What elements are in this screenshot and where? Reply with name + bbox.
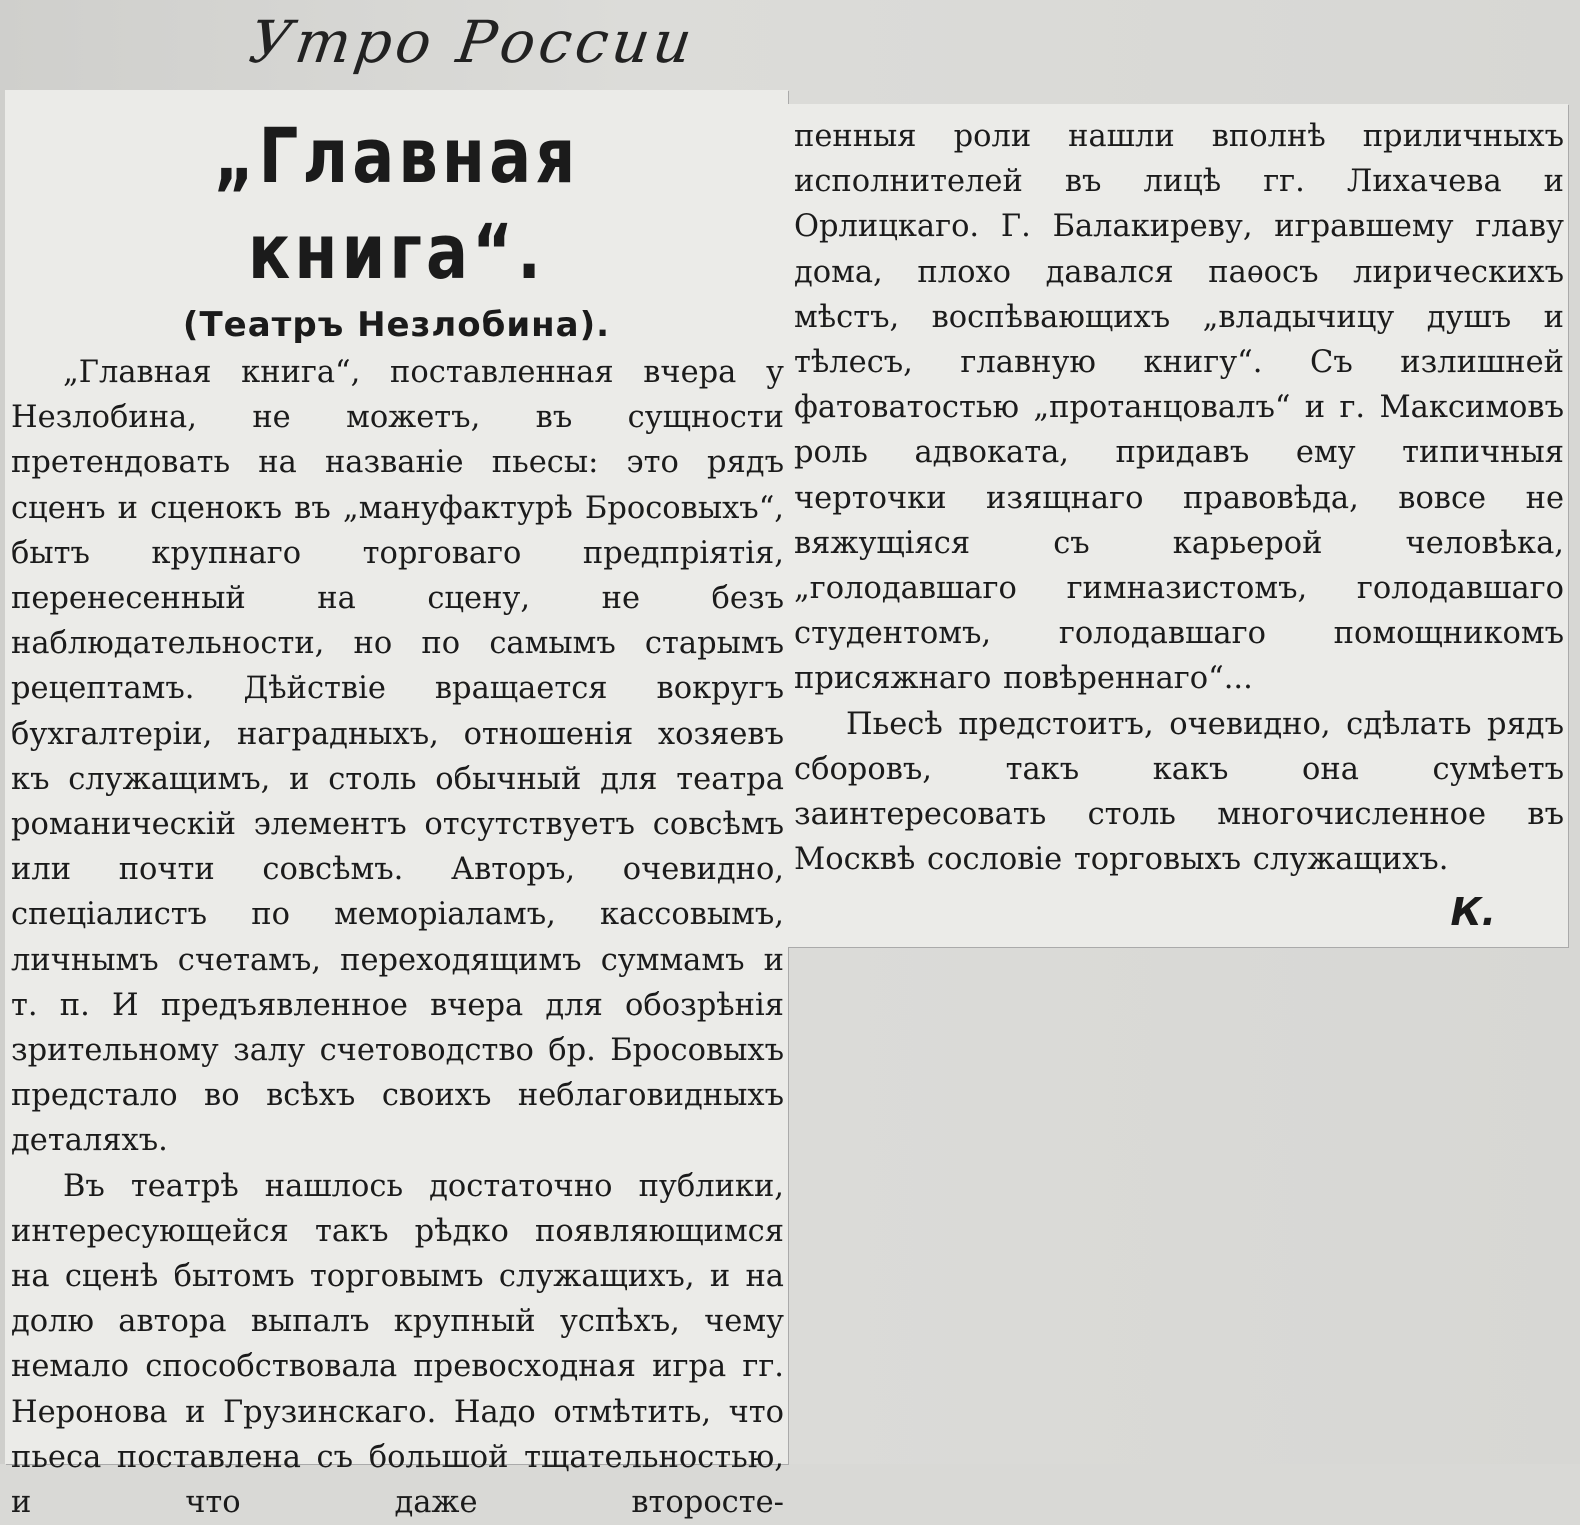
clipping-left-column	[5, 90, 788, 1521]
author-signature: К.	[1450, 890, 1496, 935]
right-paragraph-1: пенныя роли нашли вполнѣ приличныхъ исполнителей въ лицѣ гг. Лихачева и Орлицкаго. Г. Балакиреву, игравшему главу дома, плохо давался паѳосъ лирическихъ мѣстъ, воспѣвающихъ „владычицу душъ и тѣлесъ, главную книгу“. Съ излишней фатоватостью „протанцовалъ“ и г. Максимовъ роль адвоката, придавъ ему типичныя черточки изящнаго правовѣда, вовсе не вяжущіяся съ карьерой человѣка, „голодавшаго гимназистомъ, голодавшаго студентомъ, голодавшаго помощникомъ присяжнаго повѣреннаго“...	[794, 119, 1564, 697]
article-title: „Главная книга“.	[213, 111, 580, 296]
right-paragraph-2: Пьесѣ предстоитъ, очевидно, сдѣлать рядъ сборовъ, такъ какъ она сумѣетъ заинтересовать столь многочисленное въ Москвѣ сословіе торговыхъ служащихъ.	[794, 706, 1564, 878]
left-paragraph-1: „Главная книга“, поставленная вчера у Незлобина, не можетъ, въ сущности претендовать на названіе пьесы: это рядъ сценъ и сценокъ въ „мануфактурѣ Бросовыхъ“, бытъ крупнаго торговаго предпріятія, перенесенный на сцену, не безъ наблюдательности, но по самымъ старымъ рецептамъ. Дѣйствіе вращается вокругъ бухгалтеріи, наградныхъ, отношенія хозяевъ къ служащимъ, и столь обычный для театра романическій элементъ отсутствуетъ совсѣмъ или почти совсѣмъ. Авторъ, очевидно, спеціалистъ по меморіаламъ, кассовымъ, личнымъ счетамъ, переходящимъ суммамъ и т. п. И предъявленное вчера для обозрѣнія зрительному залу счетоводство бр. Бросовыхъ предстало во всѣхъ своихъ неблаговидныхъ деталяхъ.	[11, 355, 784, 1159]
article-subtitle: (Театръ Незлобина).	[182, 305, 611, 345]
handwritten-annotation: Утро России	[245, 8, 700, 76]
left-column-text	[5, 350, 788, 1525]
right-column-text	[788, 104, 1568, 882]
clipping-right-column	[788, 104, 1568, 947]
left-paragraph-2: Въ театрѣ нашлось достаточно публики, интересующейся такъ рѣдко появляющимся на сценѣ бытомъ торговымъ служащихъ, и на долю автора выпалъ крупный успѣхъ, чему немало способствовала превосходная игра гг. Неронова и Грузинскаго. Надо отмѣтить, что пьеса поставлена съ большой тщательностью, и что даже второсте-	[11, 1168, 784, 1521]
